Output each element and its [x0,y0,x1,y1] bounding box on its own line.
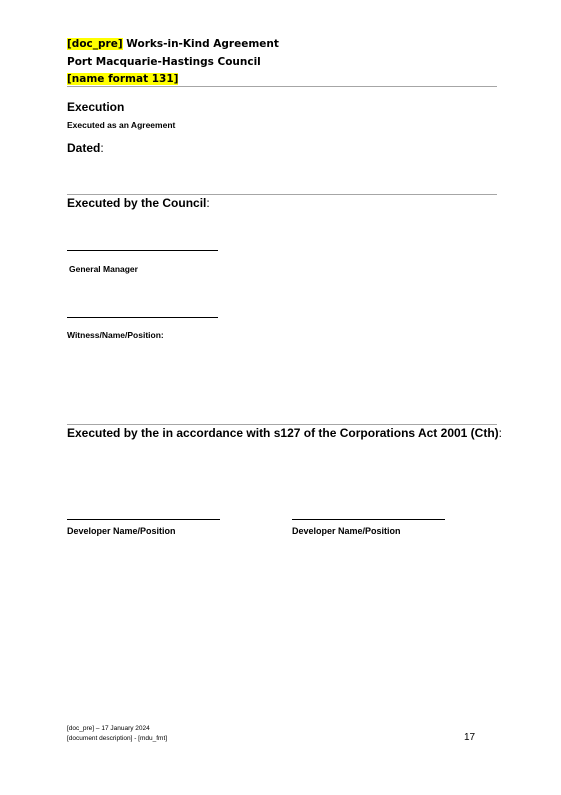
name-format-placeholder [67,73,178,85]
developer-signature-line-right [292,519,445,520]
page-number: 17 [464,732,476,743]
witness-signature-line [67,317,218,318]
document-header-title [67,38,279,50]
witness-label: Witness/Name/Position: [67,330,164,340]
council-name: Port Macquarie-Hastings Council [67,56,261,68]
section-rule-developer [67,424,497,425]
general-manager-label: General Manager [69,264,138,274]
developer-heading-colon: : [498,426,502,440]
council-heading-colon: : [206,196,210,210]
doc-pre-tag: [doc_pre] [67,38,123,50]
council-heading-text: Executed by the Council [67,196,207,210]
executed-as-agreement: Executed as an Agreement [67,120,176,130]
header-rule [67,86,497,87]
execution-heading: Execution [67,100,125,114]
developer-signature-line-left [67,519,220,520]
general-manager-signature-line [67,250,218,251]
council-execution-heading [67,196,210,210]
dated-label-text: Dated [67,141,101,155]
developer-execution-heading [67,426,502,440]
agreement-title: Works-in-Kind Agreement [126,38,279,50]
footer-line-1: [doc_pre] – 17 January 2024 [67,725,150,732]
developer-heading-text: Executed by the in accordance with s127 of the Corporations Act 2001 (Cth) [67,426,499,440]
dated-label [67,141,104,155]
footer-line-2: [document description] - [mdu_fmt] [67,735,168,742]
section-rule-council [67,194,497,195]
developer-label-right: Developer Name/Position [292,526,401,536]
developer-label-left: Developer Name/Position [67,526,176,536]
dated-colon: : [100,141,104,155]
name-format-text: [name format 131] [67,73,179,85]
